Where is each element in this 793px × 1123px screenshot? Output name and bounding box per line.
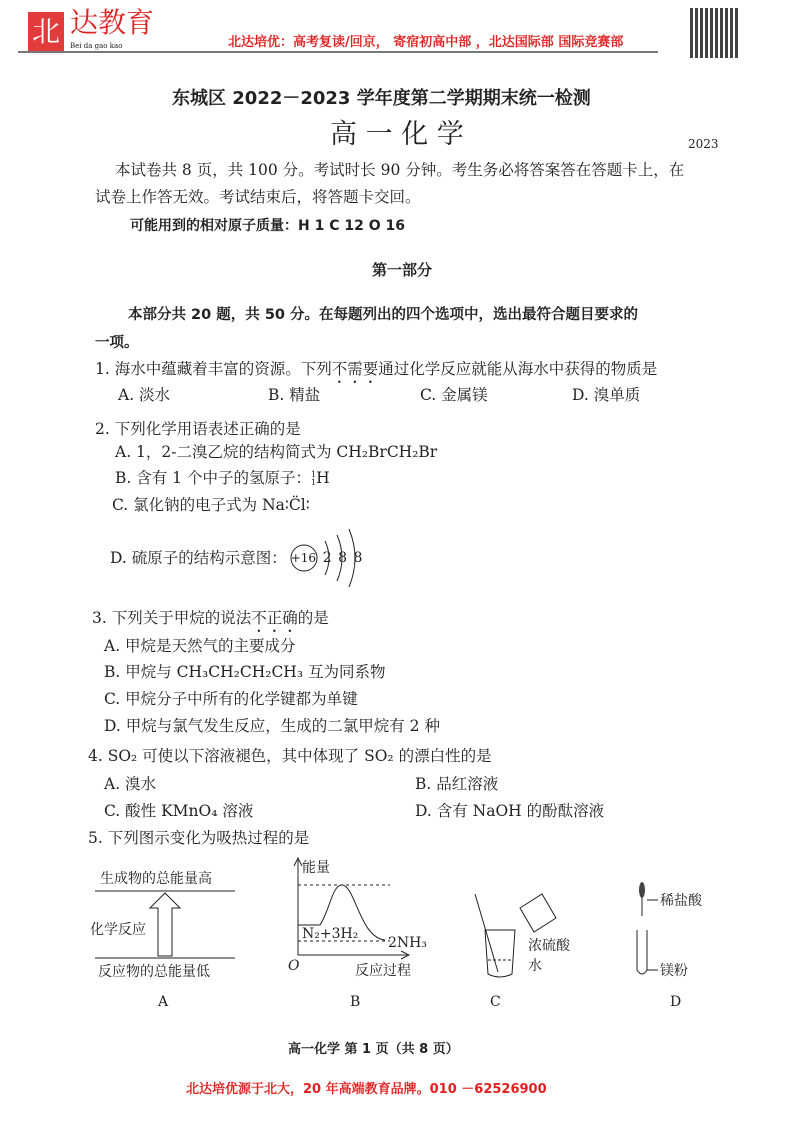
fig-a-mid: 化学反应 [90, 922, 146, 938]
fig-b-label: B [350, 994, 361, 1010]
atomic-mass: 可能用到的相对原子质量：H 1 C 12 O 16 [130, 218, 405, 234]
qr-code [690, 8, 740, 58]
page-footer: 高一化学 第 1 页（共 8 页） [288, 1042, 459, 1057]
q1-option: C. 金属镁 [420, 386, 488, 404]
fig-b-xlabel: 反应过程 [355, 963, 411, 979]
intro-line: 本试卷共 8 页，共 100 分。考试时长 90 分钟。考生务必将答案答在答题卡上，在 [115, 161, 685, 179]
fig-b-reactant: N₂+3H₂ [302, 926, 359, 942]
q5-figures [80, 850, 760, 1020]
q5-stem: 5. 下列图示变化为吸热过程的是 [88, 829, 310, 847]
sulfur-atom-diagram [287, 548, 377, 568]
fig-b-ylabel: 能量 [302, 860, 330, 876]
q3-stem: 3. 下列关于甲烷的说法不正确的是 [92, 609, 329, 627]
q2-option-d-text: D. 硫原子的结构示意图： [110, 549, 287, 567]
year-mark: 2023 [688, 137, 719, 151]
fig-c-acid: 浓硫酸 [528, 938, 570, 954]
figure-d [637, 882, 703, 1010]
q4-option: D. 含有 NaOH 的酚酞溶液 [415, 802, 605, 820]
logo: 北 [28, 12, 64, 52]
q3-option: C. 甲烷分子中所有的化学键都为单键 [104, 690, 358, 708]
logo-text: 达教育 [70, 6, 155, 39]
fig-d-metal: 镁粉 [660, 963, 688, 979]
fig-d-acid: 稀盐酸 [660, 893, 702, 909]
header-divider [18, 51, 658, 53]
q1-option: A. 淡水 [118, 386, 171, 404]
q1-option: D. 溴单质 [572, 386, 641, 404]
header-slogan: 北达培优：高考复读/回京， 寄宿初高中部 ，北达国际部 国际竞赛部 [228, 35, 624, 50]
q2-option: A. 1，2-二溴乙烷的结构简式为 CH₂BrCH₂Br [115, 443, 438, 461]
exam-title: 东城区 2022－2023 学年度第二学期期末统一检测 [172, 88, 591, 109]
fig-c-water: 水 [528, 958, 542, 974]
q4-option: B. 品红溶液 [415, 775, 499, 793]
intro-line: 试卷上作答无效。考试结束后，将答题卡交回。 [95, 188, 421, 206]
part-title: 第一部分 [372, 261, 433, 279]
q4-option: C. 酸性 KMnO₄ 溶液 [104, 802, 254, 820]
fig-a-label: A [158, 994, 169, 1010]
fig-c-label: C [490, 994, 501, 1010]
fig-d-label: D [670, 994, 682, 1010]
figure-b [288, 858, 427, 1010]
q2-stem: 2. 下列化学用语表述正确的是 [95, 420, 301, 438]
q2-option-d [110, 548, 377, 568]
q1-stem: 1. 海水中蕴藏着丰富的资源。下列不需要通过化学反应就能从海水中获得的物质是 [95, 360, 658, 378]
q2-option: B. 含有 1 个中子的氢原子：1 1H [115, 469, 330, 487]
fig-a-bottom: 反应物的总能量低 [98, 964, 210, 980]
sulfur-nucleus: +16 [290, 551, 317, 565]
q4-stem: 4. SO₂ 可使以下溶液褪色，其中体现了 SO₂ 的漂白性的是 [88, 747, 492, 765]
q3-option: B. 甲烷与 CH₃CH₂CH₂CH₃ 互为同系物 [104, 663, 386, 681]
fig-a-top: 生成物的总能量高 [100, 871, 212, 887]
bottom-ad: 北达培优源于北大，20 年高端教育品牌。010 －62526900 [186, 1082, 547, 1097]
figure-c [475, 894, 571, 1010]
sulfur-shells: 2 8 8 [322, 550, 363, 566]
logo-pinyin: Bei da gao kao [70, 42, 123, 50]
part-desc: 本部分共 20 题，共 50 分。在每题列出的四个选项中，选出最符合题目要求的 [128, 307, 639, 323]
q1-option: B. 精盐 [268, 386, 321, 404]
part-desc: 一项。 [95, 335, 139, 351]
q3-option: A. 甲烷是天然气的主要成分 [104, 637, 296, 655]
fig-b-origin: O [288, 958, 300, 974]
q2-option: C. 氯化钠的电子式为 Na∶C̈l∶ [112, 496, 310, 514]
fig-b-product: 2NH₃ [388, 935, 427, 951]
q3-option: D. 甲烷与氯气发生反应，生成的二氯甲烷有 2 种 [104, 717, 440, 735]
subject-title: 高 一 化 学 [330, 119, 464, 150]
figure-a [90, 870, 235, 1010]
q4-option: A. 溴水 [104, 775, 157, 793]
